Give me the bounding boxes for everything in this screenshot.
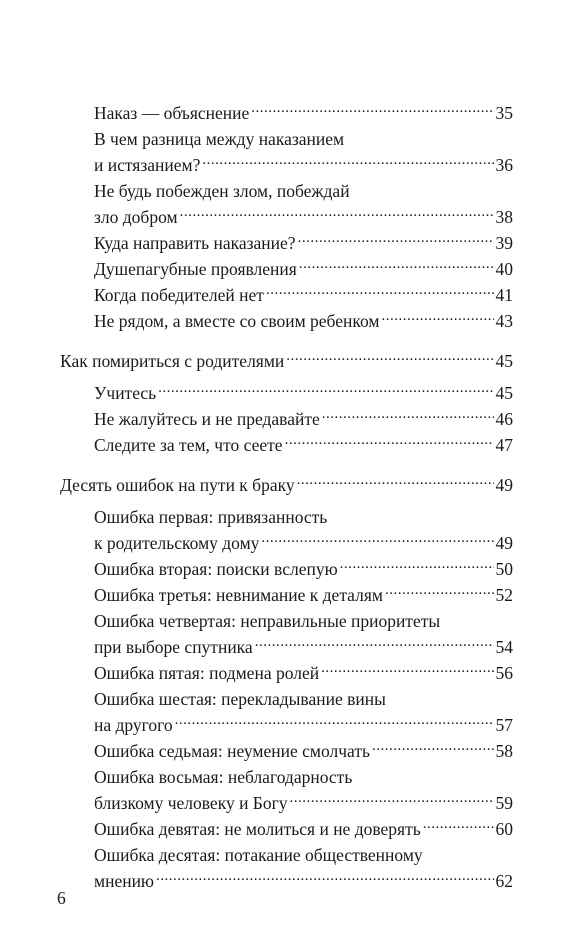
page-number: 6 [57, 888, 66, 908]
toc-heading [60, 348, 513, 374]
toc-entry-line [94, 556, 513, 582]
toc-page-number: 36 [495, 155, 513, 175]
dot-leader [298, 232, 494, 250]
toc-entry-title-line: Не будь побежден злом, побеждай [94, 181, 350, 201]
toc-entry-title-line: Ошибка четвертая: неправильные приоритеты [94, 611, 441, 631]
toc-page-number: 43 [495, 311, 513, 331]
toc-entry [60, 816, 513, 842]
toc-entry-title: Не рядом, а вместе со своим ребенком [94, 311, 380, 331]
dot-leader [286, 350, 493, 368]
toc-page-number: 50 [495, 559, 513, 579]
toc-page-number: 52 [495, 585, 513, 605]
toc-page-number: 39 [495, 233, 513, 253]
toc-page-number: 47 [495, 435, 513, 455]
dot-leader [156, 870, 493, 888]
toc-entry-title: близкому человеку и Богу [94, 793, 288, 813]
toc-entry-line [94, 230, 513, 256]
toc-entry-line [60, 348, 513, 374]
toc-page-number: 45 [495, 351, 513, 371]
toc-page-number: 60 [495, 819, 513, 839]
toc-page-number: 58 [495, 741, 513, 761]
toc-page-number: 56 [495, 663, 513, 683]
toc-entry-title-line: Ошибка первая: привязанность [94, 507, 328, 527]
toc-entry [60, 178, 513, 230]
toc-page-number: 41 [495, 285, 513, 305]
dot-leader [285, 434, 494, 452]
dot-leader [322, 408, 494, 426]
toc-page-number: 54 [495, 637, 513, 657]
toc-entry-title: при выборе спутника [94, 637, 253, 657]
toc-page-number: 40 [495, 259, 513, 279]
toc-entry-line [94, 868, 513, 894]
toc-entry-line [94, 582, 513, 608]
toc-heading [60, 472, 513, 498]
toc-page-number: 57 [495, 715, 513, 735]
toc-page-number: 35 [495, 103, 513, 123]
toc-entry-line [94, 308, 513, 334]
toc-entry-title-line: Ошибка шестая: перекладывание вины [94, 689, 386, 709]
dot-leader [180, 206, 494, 224]
toc-entry [60, 686, 513, 738]
toc-entry-title: и истязанием? [94, 155, 201, 175]
toc-entry-title: зло добром [94, 207, 178, 227]
toc-page-number: 38 [495, 207, 513, 227]
dot-leader [158, 382, 493, 400]
toc-entry-line [94, 660, 513, 686]
toc-entry-line [94, 380, 513, 406]
dot-leader [321, 662, 493, 680]
toc-entry [60, 230, 513, 256]
toc-entry-title: Душепагубные проявления [94, 259, 297, 279]
toc-entry [60, 282, 513, 308]
toc-entry [60, 582, 513, 608]
dot-leader [290, 792, 494, 810]
toc-entry [60, 256, 513, 282]
toc-entry-title: Ошибка девятая: не молиться и не доверять [94, 819, 421, 839]
toc-entry-line [94, 712, 513, 738]
dot-leader [385, 584, 494, 602]
toc-entry [60, 380, 513, 406]
toc-entry-title-line: В чем разница между наказанием [94, 129, 345, 149]
toc-entry-title: Когда победителей нет [94, 285, 264, 305]
toc-entry [60, 432, 513, 458]
toc-entry-title: к родительскому дому [94, 533, 260, 553]
toc-entry-line [94, 432, 513, 458]
toc-entry [60, 842, 513, 894]
dot-leader [261, 532, 493, 550]
dot-leader [381, 310, 493, 328]
dot-leader [423, 818, 494, 836]
toc-entry-title: Как помириться с родителями [60, 351, 285, 371]
toc-entry-line [94, 738, 513, 764]
toc-entry [60, 100, 513, 126]
dot-leader [202, 154, 493, 172]
toc-entry-line [94, 204, 513, 230]
toc-entry-line [94, 530, 513, 556]
toc-entry-line [94, 256, 513, 282]
toc-entry-title: Следите за тем, что сеете [94, 435, 283, 455]
toc-entry [60, 660, 513, 686]
dot-leader [255, 636, 494, 654]
toc-entry [60, 406, 513, 432]
toc-entry-line [94, 816, 513, 842]
toc-entry [60, 608, 513, 660]
toc-entry [60, 556, 513, 582]
toc-entry [60, 738, 513, 764]
toc-entry-title: Ошибка пятая: подмена ролей [94, 663, 320, 683]
toc-entry-title: Не жалуйтесь и не предавайте [94, 409, 320, 429]
toc-entry-title: Десять ошибок на пути к браку [60, 475, 295, 495]
toc-entry-line [94, 790, 513, 816]
dot-leader [372, 740, 494, 758]
toc-entry-line [94, 100, 513, 126]
toc-page-number: 62 [495, 871, 513, 891]
toc-entry-line [94, 406, 513, 432]
toc-entry [60, 504, 513, 556]
dot-leader [175, 714, 494, 732]
toc-page-number: 45 [495, 383, 513, 403]
toc-entry-title: мнению [94, 871, 155, 891]
dot-leader [340, 558, 494, 576]
toc-page-number: 46 [495, 409, 513, 429]
toc-entry-title: Наказ — объяснение [94, 103, 250, 123]
toc-page-number: 59 [495, 793, 513, 813]
toc-page-number: 49 [495, 475, 513, 495]
toc-entry-line [94, 152, 513, 178]
toc-entry-line [60, 472, 513, 498]
dot-leader [251, 102, 493, 120]
toc-entry-title: Ошибка третья: невнимание к деталям [94, 585, 383, 605]
toc-entry [60, 764, 513, 816]
toc-entry-line [94, 282, 513, 308]
toc-entry-title-line: Ошибка десятая: потакание общественному [94, 845, 423, 865]
toc-entry-title: Куда направить наказание? [94, 233, 296, 253]
toc-entry [60, 308, 513, 334]
toc-entry [60, 126, 513, 178]
table-of-contents [60, 100, 513, 894]
dot-leader [266, 284, 494, 302]
dot-leader [297, 474, 494, 492]
toc-entry-title: Ошибка седьмая: неумение смолчать [94, 741, 370, 761]
toc-entry-line [94, 634, 513, 660]
toc-entry-title: на другого [94, 715, 173, 735]
toc-entry-title-line: Ошибка восьмая: неблагодарность [94, 767, 353, 787]
toc-page-number: 49 [495, 533, 513, 553]
toc-entry-title: Ошибка вторая: поиски вслепую [94, 559, 338, 579]
dot-leader [299, 258, 494, 276]
toc-entry-title: Учитесь [94, 383, 157, 403]
